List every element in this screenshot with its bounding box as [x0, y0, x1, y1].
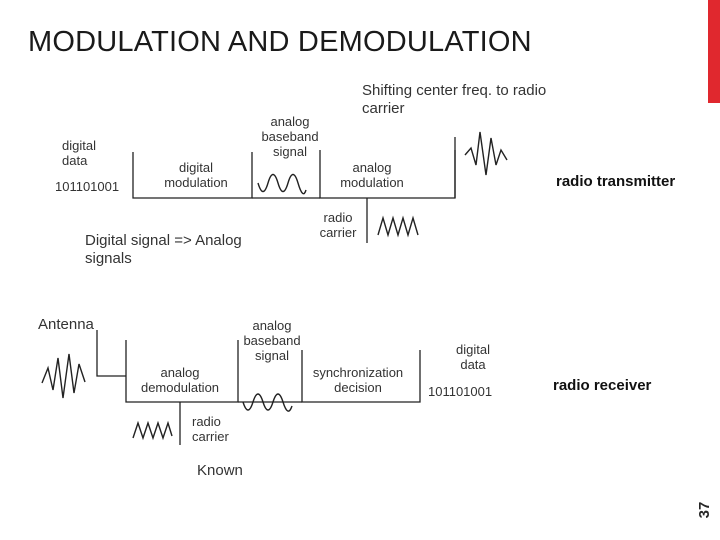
shifting-note: Shifting center freq. to radio carrier [362, 82, 547, 117]
tx-carrier-wave-icon [378, 218, 418, 235]
rx-bits: 101101001 [428, 384, 493, 399]
radio-receiver-label: radio receiver [553, 377, 652, 394]
rx-digital-data-label: digital data [456, 342, 490, 372]
tx-baseband-label: analog baseband signal [261, 114, 319, 159]
page-number: 37 [696, 501, 713, 519]
tx-digital-data-label: digital data [62, 138, 96, 168]
slide-title: MODULATION AND DEMODULATION [28, 26, 532, 58]
tx-output-wave-icon [465, 132, 507, 175]
antenna-label: Antenna [38, 316, 94, 333]
analog-modulation-label: analog modulation [340, 160, 404, 190]
digital-modulation-label: digital modulation [164, 160, 228, 190]
known-label: Known [197, 462, 243, 479]
tx-carrier-label: radio carrier [319, 210, 357, 240]
rx-carrier-wave-icon [133, 423, 172, 438]
rx-input-wave-icon [42, 354, 85, 398]
radio-transmitter-label: radio transmitter [556, 173, 676, 190]
rx-baseband-label: analog baseband signal [243, 318, 301, 363]
rx-antenna-line [97, 330, 126, 376]
tx-bits: 101101001 [55, 179, 120, 194]
rx-carrier-label: radio carrier [192, 414, 229, 444]
analog-demodulation-label: analog demodulation [140, 365, 220, 395]
baseband-wave-icon [258, 175, 306, 194]
synchronization-label: synchronization decision [312, 365, 404, 395]
digital-to-analog-note: Digital signal => Analog signals [85, 232, 242, 267]
